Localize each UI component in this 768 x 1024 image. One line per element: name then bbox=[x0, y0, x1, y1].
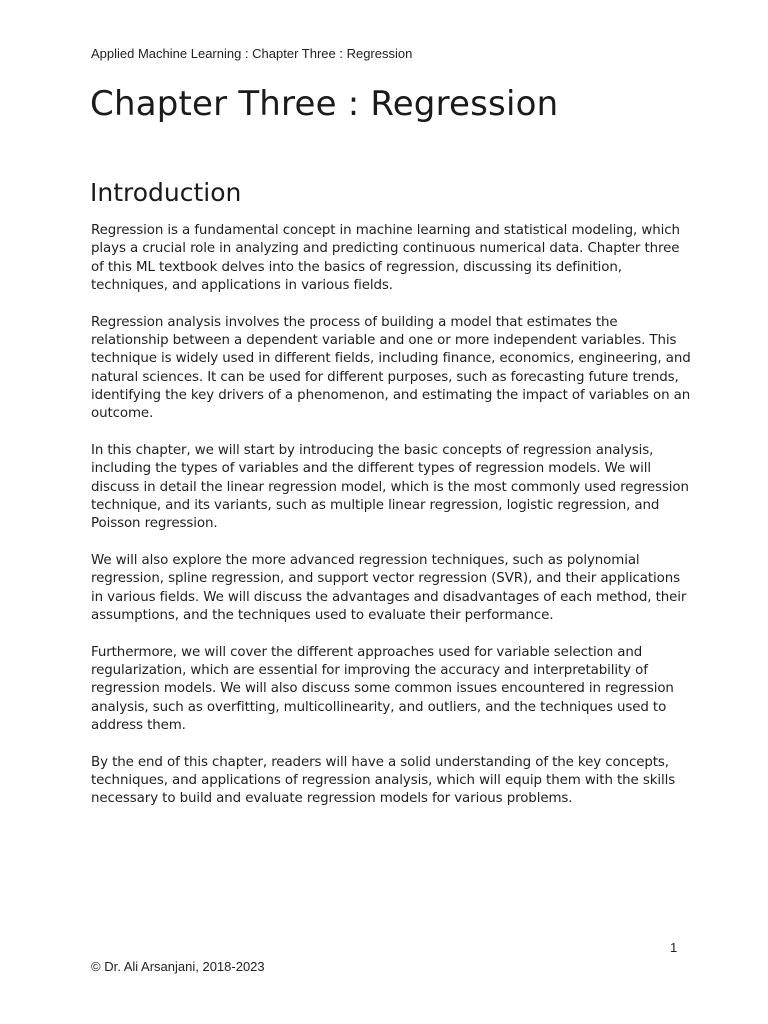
copyright-footer: © Dr. Ali Arsanjani, 2018-2023 bbox=[91, 959, 265, 974]
paragraph: We will also explore the more advanced regression techniques, such as polynomial regression, spline regression, and support vector regression (SVR), and their applications in various fields. We will discuss the advantages and disadvantages of each method, their assumptions, and the techniques used to evaluate their performance. bbox=[91, 552, 687, 623]
running-header: Applied Machine Learning : Chapter Three : Regression bbox=[91, 46, 413, 61]
chapter-title: Chapter Three : Regression bbox=[90, 84, 559, 124]
paragraph: In this chapter, we will start by introducing the basic concepts of regression analysis, including the types of variables and the different types of regression models. We will discuss in detail the linear regression model, which is the most commonly used regression technique, and its variants, such as multiple linear regression, logistic regression, and Poisson regression. bbox=[91, 442, 689, 532]
paragraph: Regression is a fundamental concept in machine learning and statistical modeling, which plays a crucial role in analyzing and predicting continuous numerical data. Chapter three of this ML textbook delves into the basics of regression, discussing its definition, techniques, and applications in various fields. bbox=[91, 223, 680, 293]
page-number: 1 bbox=[670, 940, 678, 955]
paragraph: Furthermore, we will cover the different approaches used for variable selection and regularization, which are essential for improving the accuracy and interpretability of regression models. We will also discuss some common issues encountered in regression analysis, such as overfitting, multicollinearity, and outliers, and the techniques used to address them. bbox=[91, 644, 674, 733]
paragraph: Regression analysis involves the process of building a model that estimates the relationship between a dependent variable and one or more independent variables. This technique is widely used in different fields, including finance, economics, engineering, and natural sciences. It can be used for different purposes, such as forecasting future trends, identifying the key drivers of a phenomenon, and estimating the impact of variables on an outcome. bbox=[91, 314, 691, 422]
section-title-introduction: Introduction bbox=[90, 178, 242, 207]
paragraph: By the end of this chapter, readers will have a solid understanding of the key concepts, techniques, and applications of regression analysis, which will equip them with the skills necessary to build and evaluate regression models for various problems. bbox=[91, 754, 676, 807]
body-text bbox=[91, 222, 691, 827]
